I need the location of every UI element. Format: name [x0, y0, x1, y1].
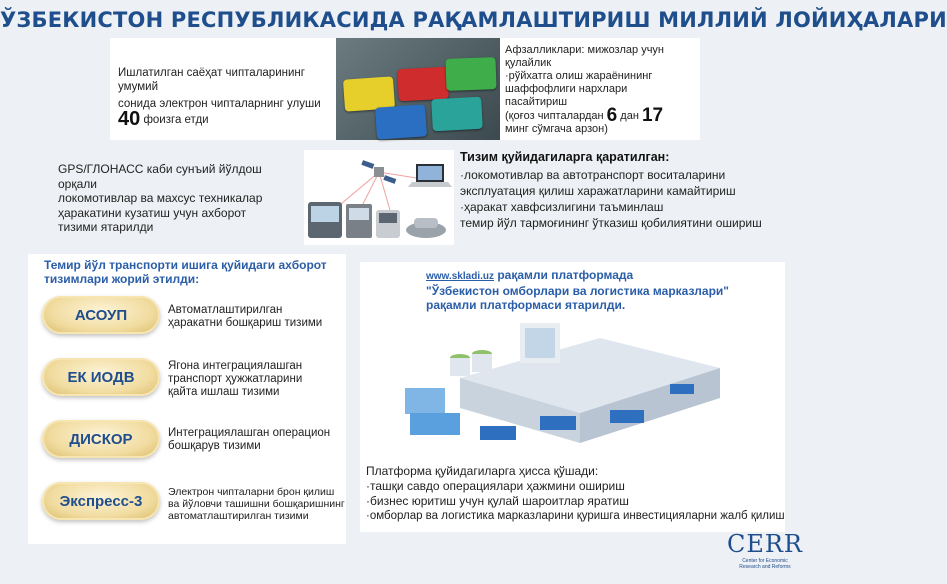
card-blue: [375, 104, 427, 139]
benefits-text: Афзалликлари: мижозлар учун қулайлик ·рўйхатга олиш жараёнининг шаффофлиги нархлари пасайтириш (қоғоз чипталардан 6 дан 17 минг сўмгача арзон): [505, 44, 664, 135]
contribution-section: [366, 464, 785, 524]
page-title: ЎЗБЕКИСТОН РЕСПУБЛИКАСИДА РАҚАМЛАШТИРИШ МИЛЛИЙ ЛОЙИҲАЛАРИ: [0, 8, 947, 32]
warehouse-illustration: [400, 318, 730, 458]
system-desc-ek-iodv: Ягона интеграциялашган транспорт ҳужжатларини қайта ишлаш тизими: [168, 360, 303, 398]
credit-cards-image: [336, 38, 500, 140]
bus-icon: [308, 202, 342, 238]
tickets-percent: 40: [118, 108, 141, 130]
platform-heading: www.skladi.uz рақамли платформада "Ўзбекистон омборлари ва логистика марказлари" рақамли платформаси ятарилди.: [426, 268, 729, 312]
system-aims: [460, 150, 770, 231]
cerr-logo: CERR Center for Economic Research and Reforms: [726, 530, 803, 570]
contribution-heading: Платформа қуйидагиларга ҳисса қўшади:: [366, 464, 599, 478]
system-pill-diskor: ДИСКОР: [42, 420, 160, 458]
system-pill-asoup: АСОУП: [42, 296, 160, 334]
system-desc-asoup: Автоматлаштирилган ҳаракатни бошқариш тизими: [168, 304, 323, 329]
contribution-item: ·бизнес юритиш учун қулай шароитлар яратиш: [366, 494, 629, 508]
railway-heading: Темир йўл транспорти ишига қуйидаги ахборот тизимлари жорий этилди:: [44, 258, 327, 286]
vehicles-illustration: [304, 150, 454, 245]
card-teal: [431, 97, 483, 132]
laptop-icon: [408, 164, 452, 187]
system-desc-express-3: Электрон чипталарни брон қилиш ва йўловчи ташишни бошқаришнинг автоматлаштирилган тизими: [168, 486, 345, 522]
system-item: темир йўл тармоғининг ўтказиш қобилиятини ошириш: [460, 216, 762, 230]
card-green: [445, 57, 496, 91]
cargo-boxes-icon: [405, 388, 460, 435]
satellite-icon: [361, 160, 396, 184]
skladi-link[interactable]: www.skladi.uz: [426, 271, 494, 282]
van-icon: [376, 210, 400, 238]
system-pill-express-3: Экспресс-3: [42, 482, 160, 520]
system-pill-ek-iodv: ЕК ИОДВ: [42, 358, 160, 396]
system-item: ·ҳаракат хавфсизлигини таъминлаш: [460, 200, 664, 214]
truck-icon: [346, 204, 372, 238]
card-red: [397, 67, 449, 102]
system-heading: Тизим қуйидагиларга қаратилган:: [460, 150, 670, 164]
gps-vehicles-image: [304, 150, 454, 245]
system-item: ·локомотивлар ва автотранспорт воситаларини: [460, 168, 726, 182]
tickets-text: Ишлатилган саёҳат чипталарининг умумий сонида электрон чипталарнинг улуши 40 фоизга етди: [118, 67, 321, 130]
contribution-item: ·омборлар ва логистика марказларини қуришга инвестицияларни жалб қилиш: [366, 510, 785, 522]
gps-text: GPS/ГЛОНАСС каби сунъий йўлдош орқали локомотивлар ва махсус техникалар ҳаракатини кузатиш учун ахборот тизими ятарилди: [58, 162, 263, 234]
car-icon: [406, 218, 446, 238]
system-desc-diskor: Интеграциялашган операцион бошқарув тизими: [168, 427, 331, 452]
system-item: эксплуатация қилиш харажатларини камайтириш: [460, 184, 736, 198]
contribution-item: ·ташқи савдо операциялари ҳажмини ошириш: [366, 479, 625, 493]
